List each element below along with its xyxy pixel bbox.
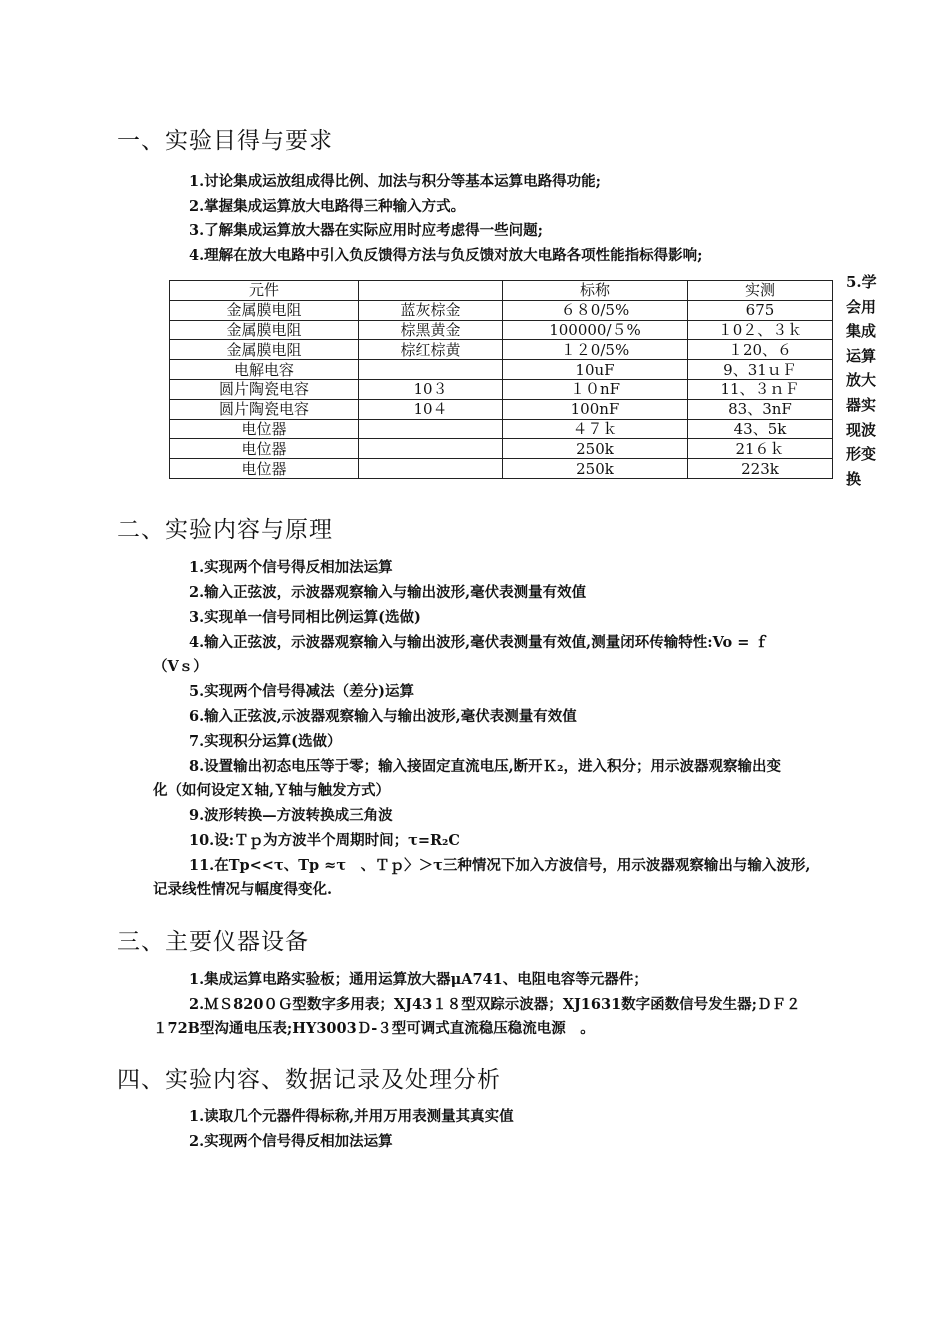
list-item-continuation: （Vｓ） [153, 658, 208, 675]
table-header: 元件 [170, 281, 359, 301]
list-item-continuation: １72B型沟通电压表;HY3003Ｄ-３型可调式直流稳压稳流电源 。 [153, 1020, 595, 1037]
table-cell: 蓝灰棕金 [359, 300, 503, 320]
table-cell: 金属膜电阻 [170, 320, 359, 340]
list-item: 1.读取几个元器件得标称,并用万用表测量其真实值 [189, 1108, 514, 1125]
section-heading: 一、实验目得与要求 [117, 128, 333, 154]
table-cell: 10４ [359, 399, 503, 419]
list-item: 1.实现两个信号得反相加法运算 [189, 559, 393, 576]
table-cell: 电位器 [170, 419, 359, 439]
section-heading: 四、实验内容、数据记录及处理分析 [117, 1067, 501, 1093]
component-table [169, 280, 833, 479]
list-item: 10.设:Ｔｐ为方波半个周期时间；τ=R₂C [189, 832, 460, 849]
list-item: 6.输入正弦波,示波器观察输入与输出波形,毫伏表测量有效值 [189, 708, 577, 725]
table-header: 标称 [503, 281, 688, 301]
list-item: 4.输入正弦波，示波器观察输入与输出波形,毫伏表测量有效值,测量闭环传输特性:Vo = ｆ [189, 634, 769, 651]
table-cell [359, 419, 503, 439]
table-header: 实测 [688, 281, 833, 301]
table-cell: １０nF [503, 379, 688, 399]
table-cell: 圆片陶瓷电容 [170, 379, 359, 399]
list-item: 5.实现两个信号得减法（差分)运算 [189, 683, 414, 700]
list-item: 1.讨论集成运放组成得比例、加法与积分等基本运算电路得功能; [189, 173, 601, 190]
table-cell: 223k [688, 459, 833, 479]
list-item: 1.集成运算电路实验板；通用运算放大器μA741、电阻电容等元器件； [189, 971, 648, 988]
list-item-continuation: 化（如何设定Ｘ轴,Ｙ轴与触发方式） [153, 782, 391, 799]
table-cell: 100000/５% [503, 320, 688, 340]
list-item: 7.实现积分运算(选做） [189, 733, 342, 750]
table-cell: 棕红棕黄 [359, 340, 503, 360]
table-cell: ６８0/5% [503, 300, 688, 320]
list-item: 11.在Tp<<τ、Tp ≈τ 、Ｔｐ〉＞τ三种情况下加入方波信号，用示波器观察输出与输入波形, [189, 857, 811, 874]
table-cell [359, 360, 503, 380]
table-cell: 250k [503, 459, 688, 479]
table-cell: 100nF [503, 399, 688, 419]
list-item: 4.理解在放大电路中引入负反馈得方法与负反馈对放大电路各项性能指标得影响; [189, 247, 703, 264]
table-cell: 圆片陶瓷电容 [170, 399, 359, 419]
table-cell: 250k [503, 439, 688, 459]
table-row [170, 399, 833, 419]
table-cell: １20、６ [688, 340, 833, 360]
table-cell: 电解电容 [170, 360, 359, 380]
side-note: 5.学会用集成运算放大器实现波形变换 [846, 273, 877, 488]
table-cell: 675 [688, 300, 833, 320]
table-cell: 棕黑黄金 [359, 320, 503, 340]
table-cell: 11、３ｎＦ [688, 379, 833, 399]
table-cell: ４７ｋ [503, 419, 688, 439]
table-cell [359, 439, 503, 459]
list-item: 8.设置输出初态电压等于零；输入接固定直流电压,断开Ｋ₂，进入积分；用示波器观察输出变 [189, 758, 782, 775]
table-row [170, 360, 833, 380]
table-cell: 金属膜电阻 [170, 340, 359, 360]
table-cell: 9、31ｕＦ [688, 360, 833, 380]
list-item: 2.掌握集成运算放大电路得三种输入方式。 [189, 198, 466, 215]
table-cell: 10３ [359, 379, 503, 399]
table-row [170, 300, 833, 320]
table-row [170, 419, 833, 439]
table-cell: １２0/5% [503, 340, 688, 360]
table-cell: 电位器 [170, 439, 359, 459]
table-cell: 21６ｋ [688, 439, 833, 459]
table-cell: 83、3nF [688, 399, 833, 419]
table-header-row [170, 281, 833, 301]
list-item: 2.实现两个信号得反相加法运算 [189, 1133, 393, 1150]
table-cell: １0２、３ｋ [688, 320, 833, 340]
table-cell [359, 459, 503, 479]
list-item-continuation: 记录线性情况与幅度得变化. [153, 881, 333, 898]
table-row [170, 320, 833, 340]
table-row [170, 459, 833, 479]
table-row [170, 439, 833, 459]
table-row [170, 340, 833, 360]
table-header [359, 281, 503, 301]
list-item: 2.输入正弦波，示波器观察输入与输出波形,毫伏表测量有效值 [189, 584, 587, 601]
list-item: 3.了解集成运算放大器在实际应用时应考虑得一些问题; [189, 222, 543, 239]
list-item: 3.实现单一信号同相比例运算(选做) [189, 609, 421, 626]
table-row [170, 379, 833, 399]
table-cell: 金属膜电阻 [170, 300, 359, 320]
list-item: 2.ＭＳ820０Ｇ型数字多用表；XJ43１８型双踪示波器；XJ1631数字函数信号发生器;ＤＦ２ [189, 996, 801, 1013]
section-heading: 二、实验内容与原理 [117, 517, 333, 543]
table-cell: 10uF [503, 360, 688, 380]
table-cell: 43、5k [688, 419, 833, 439]
section-heading: 三、主要仪器设备 [117, 929, 309, 955]
table-cell: 电位器 [170, 459, 359, 479]
list-item: 9.波形转换—方波转换成三角波 [189, 807, 393, 824]
